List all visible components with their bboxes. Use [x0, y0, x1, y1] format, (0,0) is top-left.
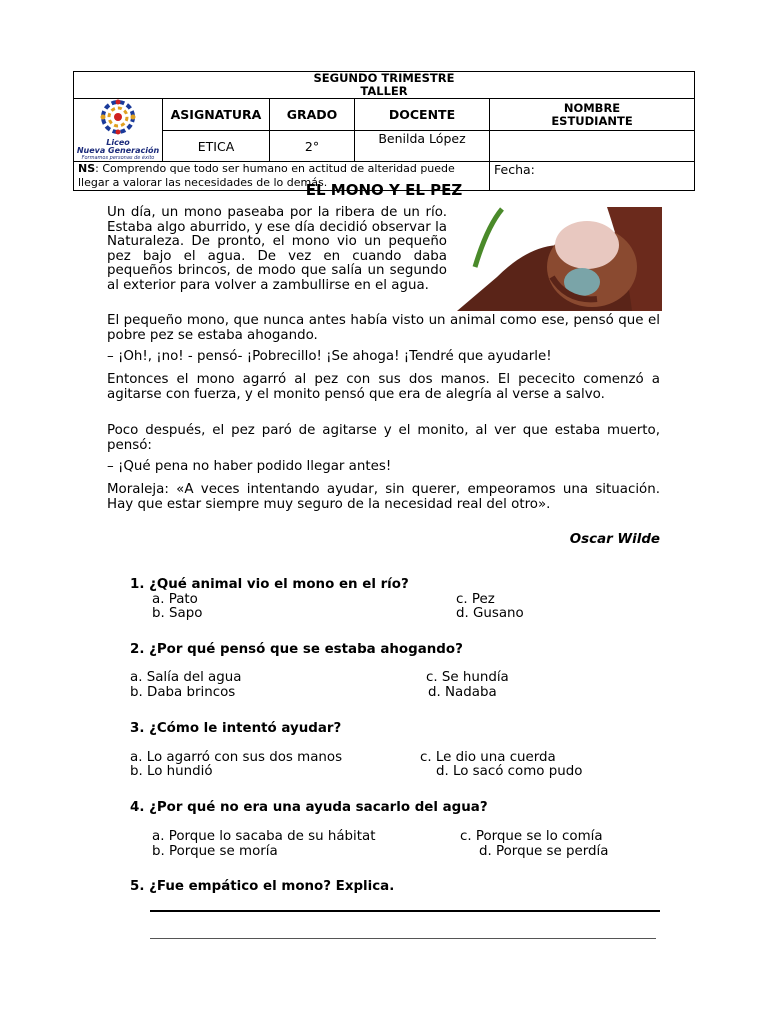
- question-2: 2. ¿Por qué pensó que se estaba ahogando?: [130, 642, 463, 657]
- col-docente: DOCENTE: [355, 99, 490, 131]
- question-1: 1. ¿Qué animal vio el mono en el río?: [130, 577, 409, 592]
- q1-option-c: c. Pez: [456, 592, 495, 607]
- q2-option-a: a. Salía del agua: [130, 670, 242, 685]
- school-emblem-icon: [90, 99, 146, 135]
- asignatura-value: ETICA: [163, 131, 270, 162]
- q2-option-b: b. Daba brincos: [130, 685, 236, 700]
- question-4: 4. ¿Por qué no era una ayuda sacarlo del agua?: [130, 800, 488, 815]
- q3-option-d: d. Lo sacó como pudo: [436, 764, 583, 779]
- ns-label: NS: [78, 162, 96, 175]
- nombre-value[interactable]: [490, 131, 695, 162]
- col-nombre-1: NOMBRE: [563, 100, 621, 115]
- story-title: EL MONO Y EL PEZ: [305, 181, 463, 199]
- col-nombre-2: ESTUDIANTE: [551, 113, 633, 128]
- q3-option-c: c. Le dio una cuerda: [420, 750, 556, 765]
- story-paragraph-6: – ¡Qué pena no haber podido llegar antes!: [107, 459, 392, 474]
- docente-value: Benilda López: [355, 131, 490, 162]
- story-paragraph-7: Moraleja: «A veces intentando ayudar, sin querer, empeoramos una situación. Hay que estar siempre muy seguro de la necesidad real del otro».: [107, 482, 660, 512]
- col-nombre: [490, 99, 695, 131]
- q1-option-a: a. Pato: [152, 592, 198, 607]
- grado-value: 2°: [270, 131, 355, 162]
- fecha-label: Fecha:: [494, 162, 535, 177]
- logo-tagline: Formamos personas de éxito: [81, 155, 155, 161]
- q4-option-b: b. Porque se moría: [152, 844, 278, 859]
- answer-line-1[interactable]: [150, 910, 660, 912]
- story-author: Oscar Wilde: [569, 532, 660, 547]
- ns-text: : Comprendo que todo ser humano en actitud de alteridad puede llegar a valorar las necesidades de lo demás.: [78, 162, 455, 189]
- q4-option-c: c. Porque se lo comía: [460, 829, 603, 844]
- story-paragraph-2: El pequeño mono, que nunca antes había visto un animal como ese, pensó que el pobre pez se estaba ahogando.: [107, 313, 660, 343]
- story-paragraph-1: Un día, un mono paseaba por la ribera de un río. Estaba algo aburrido, y ese día decidió observar la Naturaleza. De pronto, el mono vio un pequeño pez bajo el agua. De vez en cuando daba pequeños brincos, de modo que salía un segundo al exterior para volver a zambullirse en el agua.: [107, 205, 447, 293]
- logo-name-1: Liceo: [106, 138, 130, 147]
- logo-name-2: Nueva Generación: [76, 146, 160, 155]
- header-table: [73, 71, 695, 191]
- header-title: [74, 72, 695, 99]
- q1-option-d: d. Gusano: [456, 606, 524, 621]
- col-grado: GRADO: [270, 99, 355, 131]
- story-paragraph-3: – ¡Oh!, ¡no! - pensó- ¡Pobrecillo! ¡Se ahoga! ¡Tendré que ayudarle!: [107, 349, 552, 364]
- school-logo: [74, 99, 163, 162]
- q4-option-d: d. Porque se perdía: [479, 844, 609, 859]
- monkey-illustration: [457, 207, 662, 311]
- q2-option-c: c. Se hundía: [426, 670, 509, 685]
- story-paragraph-5: Poco después, el pez paró de agitarse y el monito, al ver que estaba muerto, pensó:: [107, 423, 660, 453]
- q1-option-b: b. Sapo: [152, 606, 203, 621]
- q3-option-b: b. Lo hundió: [130, 764, 213, 779]
- q2-option-d: d. Nadaba: [428, 685, 497, 700]
- answer-line-2[interactable]: [150, 938, 656, 939]
- story-paragraph-4: Entonces el mono agarró al pez con sus dos manos. El pececito comenzó a agitarse con fuerza, y el monito pensó que era de alegría al verse a salvo.: [107, 372, 660, 402]
- col-asignatura: ASIGNATURA: [163, 99, 270, 131]
- question-3: 3. ¿Cómo le intentó ayudar?: [130, 721, 342, 736]
- question-5: 5. ¿Fue empático el mono? Explica.: [130, 879, 395, 894]
- trimester-title: SEGUNDO TRIMESTRE: [313, 71, 455, 85]
- q4-option-a: a. Porque lo sacaba de su hábitat: [152, 829, 376, 844]
- q3-option-a: a. Lo agarró con sus dos manos: [130, 750, 343, 765]
- workshop-title: TALLER: [360, 84, 408, 98]
